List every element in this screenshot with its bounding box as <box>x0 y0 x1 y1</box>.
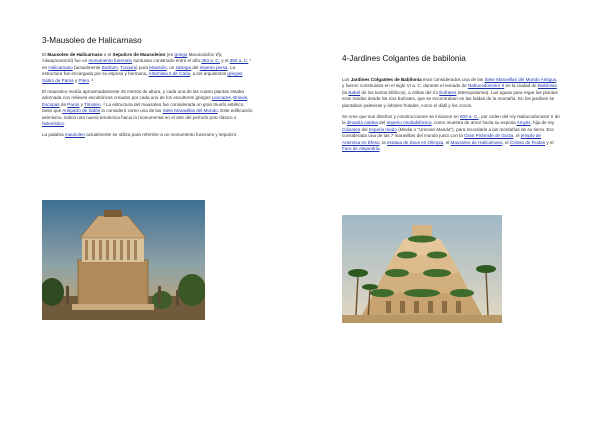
gardens-paragraph-2 <box>342 114 560 152</box>
text-run: , la <box>379 139 387 145</box>
inline-link[interactable]: Coloso de Rodas <box>509 139 546 145</box>
inline-link[interactable]: Ciáxares <box>342 126 361 132</box>
mausoleum-paragraph-3 <box>42 132 254 138</box>
text-run: , el <box>513 133 521 139</box>
text-run: , <box>230 95 234 101</box>
gardens-paragraph-1 <box>342 77 560 109</box>
inline-link[interactable]: Artemisia II de Caria <box>148 71 191 77</box>
inline-link[interactable]: helenístico <box>42 121 64 127</box>
inline-link[interactable]: 350 a. C. <box>229 58 249 64</box>
inline-link[interactable]: Antípatro de Sidón <box>62 108 101 114</box>
bold-term: Jardines Colgantes de Babilonia <box>350 77 422 82</box>
mausoleum-paragraph-2 <box>42 89 254 127</box>
text-run: , <box>117 64 121 70</box>
text-run: (Mesopotamia). Las aguas para regar las plantas eran traídas desde los ríos Éufrates, que se encontraban en las faldas de la montaña. En los jardines se plantaban palmeras y árboles frutales, como el dátil y los cocos. <box>342 89 558 108</box>
gardens-section <box>342 54 560 157</box>
inline-link[interactable]: Paros <box>67 101 80 107</box>
text-run: . La estructura fue encargada por su esposa y hermana, <box>42 64 236 77</box>
inline-link[interactable]: imperio persa <box>199 64 228 70</box>
text-run: Se cree que sus diseños y construcciones se iniciaron en <box>342 114 460 120</box>
inline-link[interactable]: Nabucodonosor II <box>467 83 505 89</box>
inline-link[interactable]: Faro de Alejandría <box>342 146 380 152</box>
inline-link[interactable]: Timoteo <box>84 101 101 107</box>
inline-link[interactable]: Mausolo <box>149 64 167 70</box>
text-run: , hija de rey <box>530 120 555 126</box>
gardens-title: 4-Jardines Colgantes de babilonia <box>342 54 466 63</box>
gardens-image <box>342 215 502 323</box>
inline-link[interactable]: Amytis <box>516 120 531 126</box>
text-run: lo consideró como una de las <box>100 108 163 114</box>
text-run: (actualmente <box>72 64 102 70</box>
inline-link[interactable]: Sátiro de Paros <box>42 77 74 83</box>
inline-link[interactable]: dinastía caldea <box>346 120 378 126</box>
mausoleum-section <box>42 36 254 144</box>
text-run: (Media o "Umman Manda"), para recordarle a las montañas de su tierra. Era considerada una de las 7 maravillas del mundo junto con la <box>342 126 554 139</box>
text-run: y el <box>545 139 554 145</box>
text-run: , el <box>443 139 451 145</box>
text-run: Los <box>342 77 351 82</box>
inline-link[interactable]: sátrapa <box>175 64 191 70</box>
text-run: , un <box>166 64 176 70</box>
text-run: , por orden del rey Nabucodonosor II de la <box>342 114 560 126</box>
mausoleum-paragraph-1 <box>42 52 254 84</box>
text-run: de <box>59 101 68 107</box>
inline-link[interactable]: 353 a. C. <box>201 58 220 64</box>
text-run: (en <box>165 52 175 57</box>
bold-term: Sepulcro de Mausoleion <box>112 52 166 57</box>
inline-link[interactable]: Babilonia <box>537 83 557 89</box>
text-run: , y fueron construidos en el siglo VI a. C. durante el reinado de <box>342 77 558 89</box>
text-run: y <box>73 77 79 83</box>
inline-link[interactable]: Éufrates <box>439 89 457 95</box>
text-run: y <box>79 101 85 107</box>
text-run: . <box>379 146 381 152</box>
text-run: eran considerados una de las <box>421 77 485 82</box>
inline-link[interactable]: griego <box>174 52 188 57</box>
text-run: (la <box>342 89 349 95</box>
text-run: , como muestra de amor hacia su esposa <box>431 120 517 126</box>
text-run: , <box>247 95 249 101</box>
text-run: del <box>190 64 200 70</box>
text-run: suntuoso construido entre el año <box>132 58 202 64</box>
inline-link[interactable]: monumento funerario <box>88 58 133 64</box>
inline-link[interactable]: Imperio medo <box>368 126 397 132</box>
inline-link[interactable]: Bodrum <box>101 64 118 70</box>
text-run: ¹ en <box>42 58 252 70</box>
inline-link[interactable]: Siete Maravillas del Mundo Antiguo <box>484 77 557 82</box>
inline-link[interactable]: Briaxis <box>233 95 248 101</box>
text-run: en la ciudad de <box>504 83 538 89</box>
inline-link[interactable]: Escopas <box>42 101 60 107</box>
text-run: La palabra <box>42 132 65 138</box>
text-run: del <box>360 126 369 132</box>
inline-link[interactable]: Leocares <box>211 95 231 101</box>
inline-link[interactable]: 600 a. C. <box>459 114 479 120</box>
inline-link[interactable]: Gran Pirámide de Guiza <box>464 133 514 139</box>
text-run: de los textos bíblicos), a orillas del río <box>360 89 440 95</box>
inline-link[interactable]: Siete Maravillas del Mundo <box>162 108 218 114</box>
inline-link[interactable]: mausoleo <box>65 132 85 138</box>
text-run: o el <box>102 52 113 57</box>
text-run: Μαυσωλεῖον τῆς Ἁλικαρνασσοῦ) fue un <box>42 52 223 64</box>
text-run: . ² <box>89 77 94 83</box>
bold-term: Mausoleo de Halicarnaso <box>47 52 103 57</box>
text-run: , a los arquitectos <box>190 71 228 77</box>
mausoleum-title: 3-Mausoleo de Halicarnaso <box>42 36 142 45</box>
inline-link[interactable]: Imperio neobabilónico <box>386 120 432 126</box>
mausoleum-image <box>42 200 205 320</box>
text-run: y el <box>219 58 230 64</box>
inline-link[interactable]: Turquía <box>120 64 137 70</box>
text-run: , el <box>502 139 510 145</box>
text-run: ) para <box>136 64 150 70</box>
text-run: actualmente se utiliza para referirse a un monumento funerario y sepulcro. <box>84 132 238 138</box>
text-run: . <box>63 121 66 127</box>
inline-link[interactable]: Babel <box>348 89 361 95</box>
inline-link[interactable]: estatua de Zeus en Olimpia <box>386 139 444 145</box>
inline-link[interactable]: Piteo <box>78 77 90 83</box>
text-run: . Este edificación, asimismo, indica una nueva tendencia hacia lo monumental en el arte del período pos-clásico o <box>42 108 254 120</box>
inline-link[interactable]: griegos <box>227 71 243 77</box>
inline-link[interactable]: Halicarnaso <box>48 64 73 70</box>
text-run: El <box>42 52 48 57</box>
inline-link[interactable]: templo de Artemisa en Éfeso <box>342 133 541 145</box>
text-run: El mausoleo medía aproximadamente 46 metros de altura, y cada una de las cuatro plantas estaba adornada con relieves escultóricos creados por cada uno de los escultores griegos <box>42 89 244 101</box>
text-run: . ³ La estructura del mausoleo fue considerada un gran triunfo estético, tanto que <box>42 101 245 114</box>
text-run: del <box>377 120 387 126</box>
inline-link[interactable]: Mausoleo de Halicarnaso <box>450 139 503 145</box>
